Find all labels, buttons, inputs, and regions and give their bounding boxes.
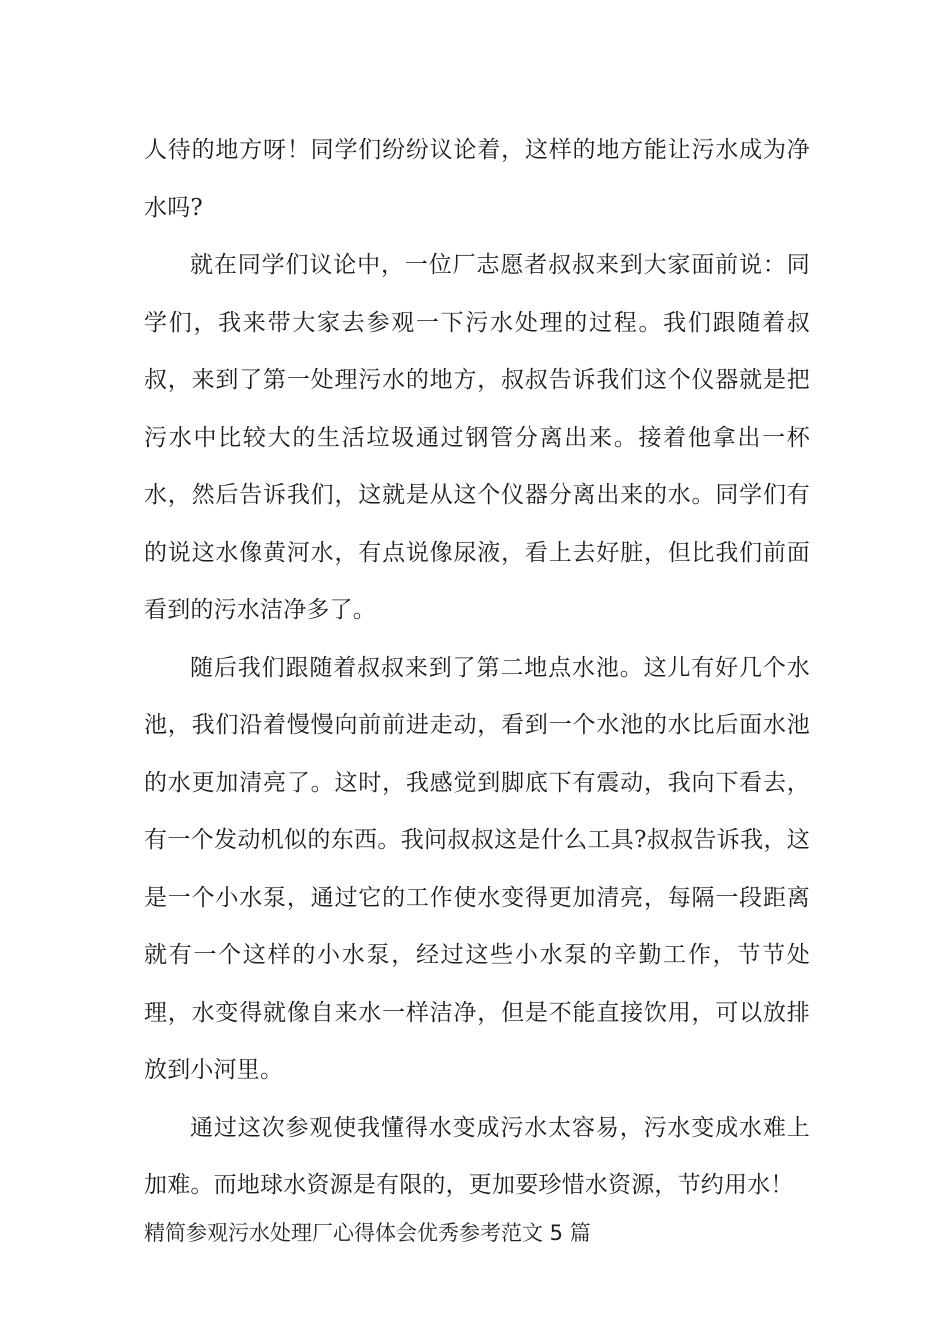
article-heading: 精简参观污水处理厂心得体会优秀参考范文 5 篇 — [144, 1220, 591, 1245]
document-body — [144, 122, 810, 1251]
paragraph-second-pool: 随后我们跟随着叔叔来到了第二地点水池。这儿有好几个水池，我们沿着慢慢向前前进走动，看到一个水池的水比后面水池的水更加清亮了。这时，我感觉到脚底下有震动，我向下看去，有一个发动机似的东西。我问叔叔这是什么工具?叔叔告诉我，这是一个小水泵，通过它的工作使水变得更加清亮，每隔一段距离就有一个这样的小水泵，经过这些小水泵的辛勤工作，节节处理，水变得就像自来水一样洁净，但是不能直接饮用，可以放排放到小河里。 — [144, 654, 810, 1083]
paragraph-continuation: 人待的地方呀！同学们纷纷议论着，这样的地方能让污水成为净水吗? — [144, 137, 810, 221]
paragraph-conclusion: 通过这次参观使我懂得水变成污水太容易，污水变成水难上加难。而地球水资源是有限的，更加要珍惜水资源，节约用水！ — [144, 1114, 810, 1198]
paragraph-volunteer-guide: 就在同学们议论中，一位厂志愿者叔叔来到大家面前说：同学们，我来带大家去参观一下污水处理的过程。我们跟随着叔叔，来到了第一处理污水的地方，叔叔告诉我们这个仪器就是把污水中比较大的生活垃圾通过钢管分离出来。接着他拿出一杯水，然后告诉我们，这就是从这个仪器分离出来的水。同学们有的说这水像黄河水，有点说像尿液，看上去好脏，但比我们前面看到的污水洁净多了。 — [144, 252, 810, 623]
